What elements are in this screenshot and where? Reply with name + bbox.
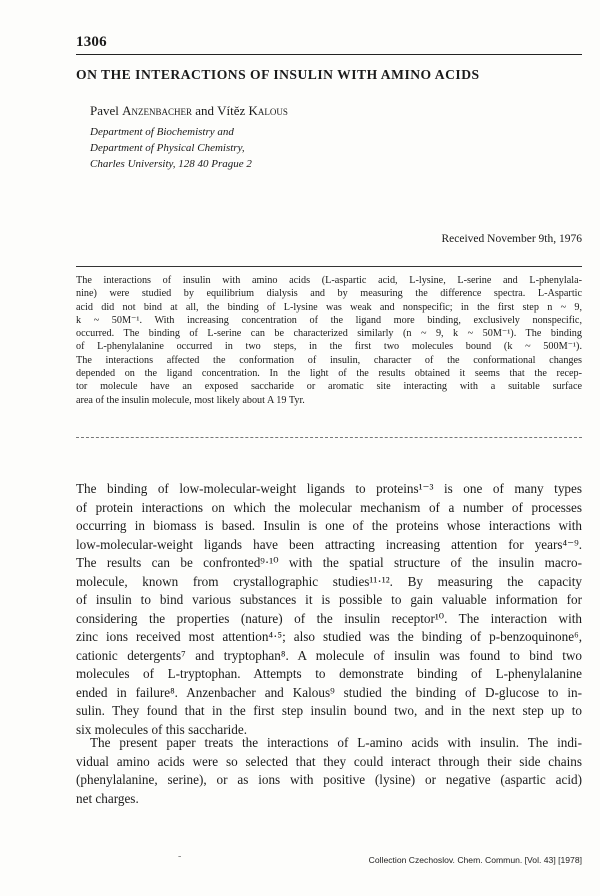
body-paragraph-1 xyxy=(76,480,582,739)
journal-citation: Collection Czechoslov. Chem. Commun. [Vol. 43] [1978] xyxy=(368,855,582,865)
body-line: The binding of low-molecular-weight ligands to proteins¹⁻³ is one of many types xyxy=(76,481,582,496)
header-rule xyxy=(76,54,582,55)
received-date: Received November 9th, 1976 xyxy=(441,233,582,245)
abstract-line: tor molecule have an exposed saccharide or aromatic site interacting with a suitable surface xyxy=(76,381,582,393)
page-number: 1306 xyxy=(76,34,107,50)
body-line: net charges. xyxy=(76,790,139,806)
body-line: low-molecular-weight ligands have been attracting increasing attention for years⁴⁻⁹. xyxy=(76,536,582,552)
body-line: cationic detergents⁷ and tryptophan⁸. A molecule of insulin was found to bind two xyxy=(76,647,582,663)
body-line: molecule, known from crystallographic studies¹¹·¹². By measuring the capacity xyxy=(76,573,582,589)
author-line xyxy=(90,103,288,119)
author2-family-name: Kalous xyxy=(248,103,288,118)
body-line: of insulin to bind various substances it is possible to gain valuable information for xyxy=(76,592,582,607)
abstract-bottom-rule xyxy=(76,437,582,438)
footer-mark: - xyxy=(178,851,182,862)
abstract-line: k ~ 50M⁻¹. With increasing concentration of the ligand more binding, exclusively nonspecific, xyxy=(76,314,582,326)
author1-family-name: Anzenbacher xyxy=(122,103,193,118)
abstract-line: occurred. The binding of L-serine can be characterized similarly (n ~ 9, k ~ 50M⁻¹). The binding xyxy=(76,328,582,340)
body-line: (phenylalanine, serine), or as ions with positive (lysine) or negative (aspartic acid) xyxy=(76,772,582,787)
body-paragraph-2 xyxy=(76,734,582,808)
body-line: zinc ions received most attention⁴·⁵; also studied was the binding of p-benzoquinone⁶, xyxy=(76,629,582,644)
body-line: six molecules of this saccharide. xyxy=(76,721,248,737)
author1-given-name: Pavel xyxy=(90,103,119,118)
body-line: The results can be confronted⁹·¹⁰ with the spatial structure of the insulin macro- xyxy=(76,555,582,570)
abstract-top-rule xyxy=(76,266,582,267)
abstract-line: The interactions affected the conformation of insulin, character of the conformational changes xyxy=(76,354,582,366)
author-conjunction: and xyxy=(195,103,215,118)
abstract-line: depended on the ligand concentration. In the light of the results obtained it seems that the recep- xyxy=(76,368,582,380)
abstract-line: acid did not bind at all, the binding of L-lysine was weak and nonspecific; in the first step n ~ 9, xyxy=(76,301,582,313)
body-line: molecules of L-tryptophan. Attempts to demonstrate binding of L-phenylalanine xyxy=(76,666,582,681)
abstract-line: nine) were studied by equilibrium dialysis and by measuring the difference spectra. L-Aspartic xyxy=(76,288,582,300)
affiliation-line: Department of Biochemistry and xyxy=(90,126,234,138)
affiliation-line: Department of Physical Chemistry, xyxy=(90,142,245,154)
affiliation-line: Charles University, 128 40 Prague 2 xyxy=(90,158,252,170)
body-line: sulin. They found that in the first step insulin bound two, and in the next step up to xyxy=(76,703,582,718)
body-line: The present paper treats the interactions of L-amino acids with insulin. The indi- xyxy=(90,735,582,750)
affiliation xyxy=(90,124,252,172)
body-line: of protein interactions on which the molecular mechanism of a number of processes xyxy=(76,499,582,515)
body-line: vidual amino acids were so selected that they could interact through their side chains xyxy=(76,753,582,769)
author2-given-name: Vítěz xyxy=(217,103,246,118)
body-line: considering the properties (nature) of the insulin receptor¹⁰. The interaction with xyxy=(76,610,582,626)
abstract-line: of L-phenylalanine occurred in two steps, in the first two molecules bound (k ~ 500M⁻¹). xyxy=(76,341,582,353)
body-line: occurring in biomass is based. Insulin is one of the proteins whose interactions with xyxy=(76,518,582,533)
abstract-line: The interactions of insulin with amino acids (L-aspartic acid, L-lysine, L-serine and L-phenylala- xyxy=(76,275,582,286)
abstract-line: area of the insulin molecule, most likely about A 19 Tyr. xyxy=(76,394,305,406)
article-title: ON THE INTERACTIONS OF INSULIN WITH AMINO ACIDS xyxy=(76,67,480,82)
body-line: ended in failure⁸. Anzenbacher and Kalous⁹ studied the binding of D-glucose to in- xyxy=(76,684,582,700)
abstract xyxy=(76,274,582,407)
